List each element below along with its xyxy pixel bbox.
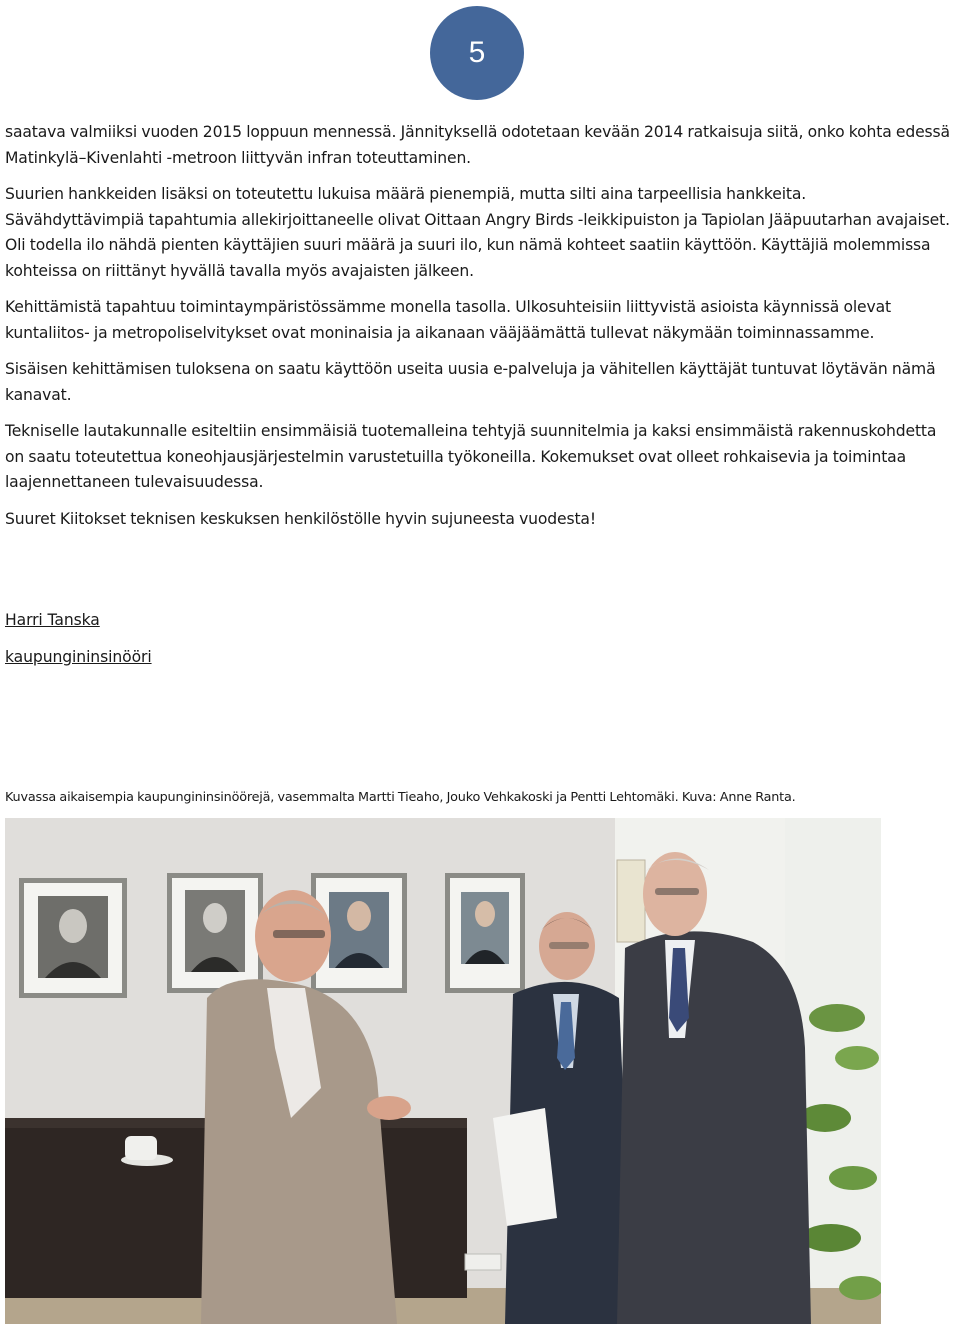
article-body — [5, 120, 957, 543]
page-number: 5 — [468, 36, 486, 69]
portrait-frame-2 — [167, 873, 263, 993]
paragraph-2: Suurien hankkeiden lisäksi on toteutettu lukuisa määrä pienempiä, mutta silti aina tarpeellisia hankkeita. — [5, 185, 807, 203]
signature-title: kaupungininsinööri — [5, 648, 152, 666]
signature-name: Harri Tanska — [5, 611, 100, 629]
photo-caption: Kuvassa aikaisempia kaupungininsinöörejä, vasemmalta Martti Tieaho, Jouko Vehkakoski ja Pentti Lehtomäki. Kuva: Anne Ranta. — [5, 790, 796, 805]
portrait-frame-4 — [445, 873, 525, 993]
paragraph-5: Sisäisen kehittämisen tuloksena on saatu käyttöön useita uusia e-palveluja ja vähitellen käyttäjät tuntuvat löytävän nämä kanavat. — [5, 360, 936, 404]
paragraph-6: Tekniselle lautakunnalle esiteltiin ensimmäisiä tuotemalleina tehtyjä suunnitelmia ja kaksi ensimmäistä rakennuskohdetta on saatu toteutettua koneohjausjärjestelmin varustetuilla työkoneilla. Kokemukset ovat olleet rohkaisevia ja toimintaa laajennettaneen tulevaisuudessa. — [5, 422, 937, 491]
portrait-frame-1 — [19, 878, 127, 998]
paragraph-7: Suuret Kiitokset teknisen keskuksen henkilöstölle hyvin sujuneesta vuodesta! — [5, 509, 596, 528]
paragraph-4: Kehittämistä tapahtuu toimintaympäristössämme monella tasolla. Ulkosuhteisiin liittyvistä asioista käynnissä olevat kuntaliitos- ja metropoliselvitykset ovat moninaisia ja aikanaan vääjäämättä tullevat näkymään toiminnassamme. — [5, 298, 891, 342]
paragraph-3: Sävähdyttävimpiä tapahtumia allekirjoittaneelle olivat Oittaan Angry Birds -leikkipuiston ja Tapiolan Jääpuutarhan avajaiset. Oli todella ilo nähdä pienten käyttäjien suuri määrä ja suuri ilo, kun nämä kohteet saatiin käyttöön. Käyttäjiä molemmissa kohteissa on riittänyt hyvällä tavalla myös avajaisten jälkeen. — [5, 210, 950, 280]
page-number-badge — [430, 6, 524, 100]
group-photo — [5, 818, 881, 1324]
paragraph-1: saatava valmiiksi vuoden 2015 loppuun mennessä. Jännityksellä odotetaan kevään 2014 ratkaisuja siitä, onko kohta edessä Matinkylä–Kivenlahti -metroon liittyvän infran toteuttaminen. — [5, 123, 950, 167]
